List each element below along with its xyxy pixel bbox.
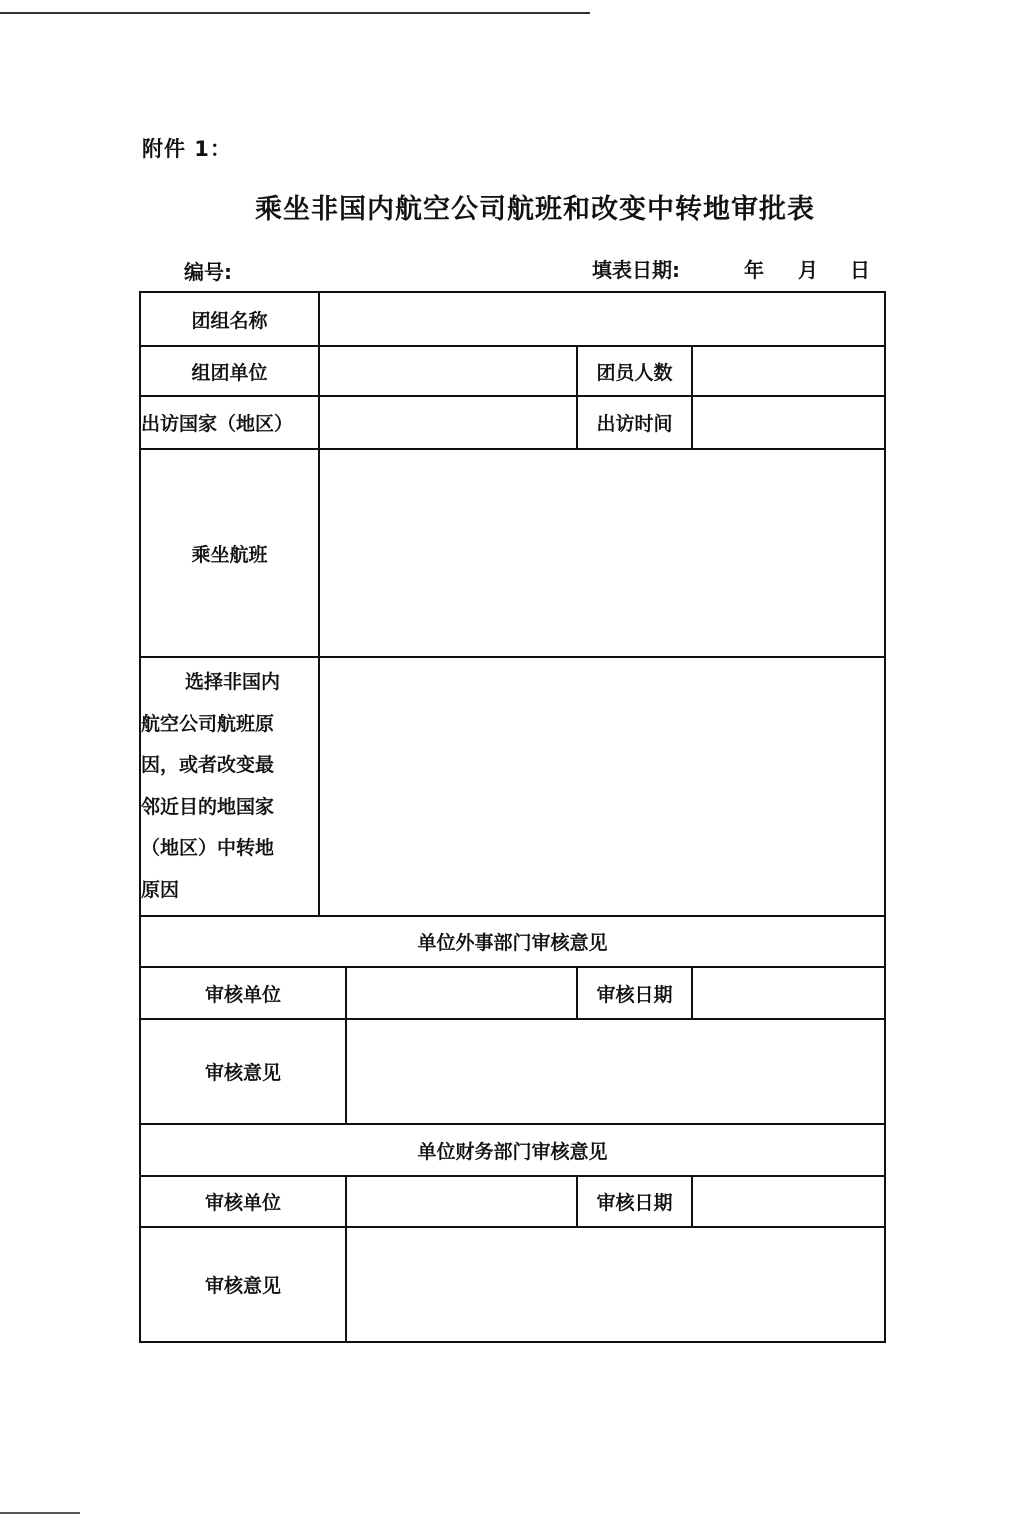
review-opinion-field[interactable] [346,1019,885,1124]
page-title: 乘坐非国内航空公司航班和改变中转地审批表 [255,194,815,225]
member-count-field[interactable] [692,346,885,396]
finance-review-opinion-label: 审核意见 [140,1227,346,1342]
group-name-field[interactable] [319,292,885,346]
month-label: 月 [798,258,818,282]
table-row [140,1124,885,1176]
review-date-field[interactable] [692,967,885,1019]
day-label: 日 [850,258,870,282]
review-date-label: 审核日期 [577,967,692,1019]
reason-field[interactable] [319,657,885,916]
visit-time-label: 出访时间 [577,396,692,449]
reason-line: 原因 [141,878,180,901]
table-row [140,967,885,1019]
table-row [140,916,885,967]
visit-country-field[interactable] [319,396,577,449]
table-row [140,396,885,449]
fill-date-label: 填表日期: [592,258,680,282]
organizer-field[interactable] [319,346,577,396]
table-row [140,346,885,396]
year-label: 年 [744,258,764,282]
table-row [140,657,885,916]
organizer-label: 组团单位 [140,346,319,396]
review-opinion-label: 审核意见 [140,1019,346,1124]
finance-review-date-field[interactable] [692,1176,885,1227]
flights-label: 乘坐航班 [140,449,319,657]
table-row [140,292,885,346]
scan-edge-line [0,12,590,14]
reason-line: 航空公司航班原 [141,712,275,735]
reason-line: 选择非国内 [185,671,281,693]
table-row [140,1176,885,1227]
table-row [140,1227,885,1342]
review-unit-label: 审核单位 [140,967,346,1019]
reason-label [140,657,319,916]
number-label: 编号: [184,260,232,284]
reason-line: （地区）中转地 [141,837,275,859]
review-unit-field[interactable] [346,967,577,1019]
flights-field[interactable] [319,449,885,657]
finance-review-opinion-field[interactable] [346,1227,885,1342]
finance-review-date-label: 审核日期 [577,1176,692,1227]
reason-line: 因，或者改变最 [141,754,275,776]
member-count-label: 团员人数 [577,346,692,396]
foreign-affairs-section-header: 单位外事部门审核意见 [140,916,885,967]
group-name-label: 团组名称 [140,292,319,346]
scan-edge-line [0,1512,80,1514]
attachment-label: 附件 1： [142,137,232,161]
table-row [140,449,885,657]
visit-time-field[interactable] [692,396,885,449]
finance-review-unit-field[interactable] [346,1176,577,1227]
table-row [140,1019,885,1124]
finance-section-header: 单位财务部门审核意见 [140,1124,885,1176]
reason-line: 邻近目的地国家 [141,795,275,818]
visit-country-label: 出访国家（地区） [140,396,319,449]
approval-form-table [139,291,886,1343]
finance-review-unit-label: 审核单位 [140,1176,346,1227]
